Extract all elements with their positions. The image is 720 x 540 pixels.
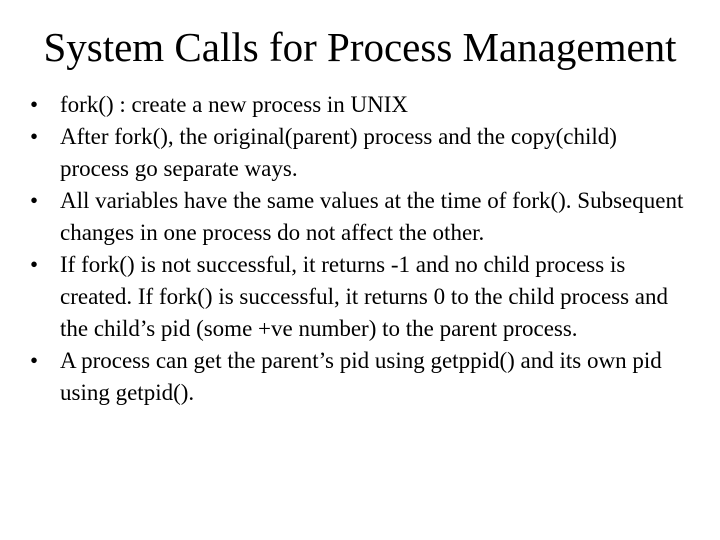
bullet-item bbox=[30, 89, 690, 121]
slide-title: System Calls for Process Management bbox=[43, 24, 677, 70]
bullet-text: After fork(), the original(parent) process and the copy(child) process go separate ways. bbox=[60, 124, 617, 181]
bullet-text: If fork() is not successful, it returns -1 and no child process is created. If fork() is successful, it returns 0 to the child process and the child’s pid (some +ve number) to the parent process. bbox=[60, 252, 669, 341]
bullet-item bbox=[30, 121, 690, 185]
bullet-icon: • bbox=[30, 252, 39, 277]
bullet-icon: • bbox=[30, 188, 39, 213]
bullet-icon: • bbox=[30, 348, 39, 373]
bullet-icon: • bbox=[30, 92, 39, 117]
bullet-item bbox=[30, 249, 690, 345]
bullet-item bbox=[30, 345, 690, 409]
bullet-list bbox=[30, 89, 690, 409]
bullet-text: A process can get the parent’s pid using getppid() and its own pid using getpid(). bbox=[60, 348, 662, 405]
bullet-text: fork() : create a new process in UNIX bbox=[60, 92, 409, 117]
bullet-icon: • bbox=[30, 124, 39, 149]
bullet-item bbox=[30, 185, 690, 249]
bullet-text: All variables have the same values at the time of fork(). Subsequent changes in one process do not affect the other. bbox=[60, 188, 684, 245]
